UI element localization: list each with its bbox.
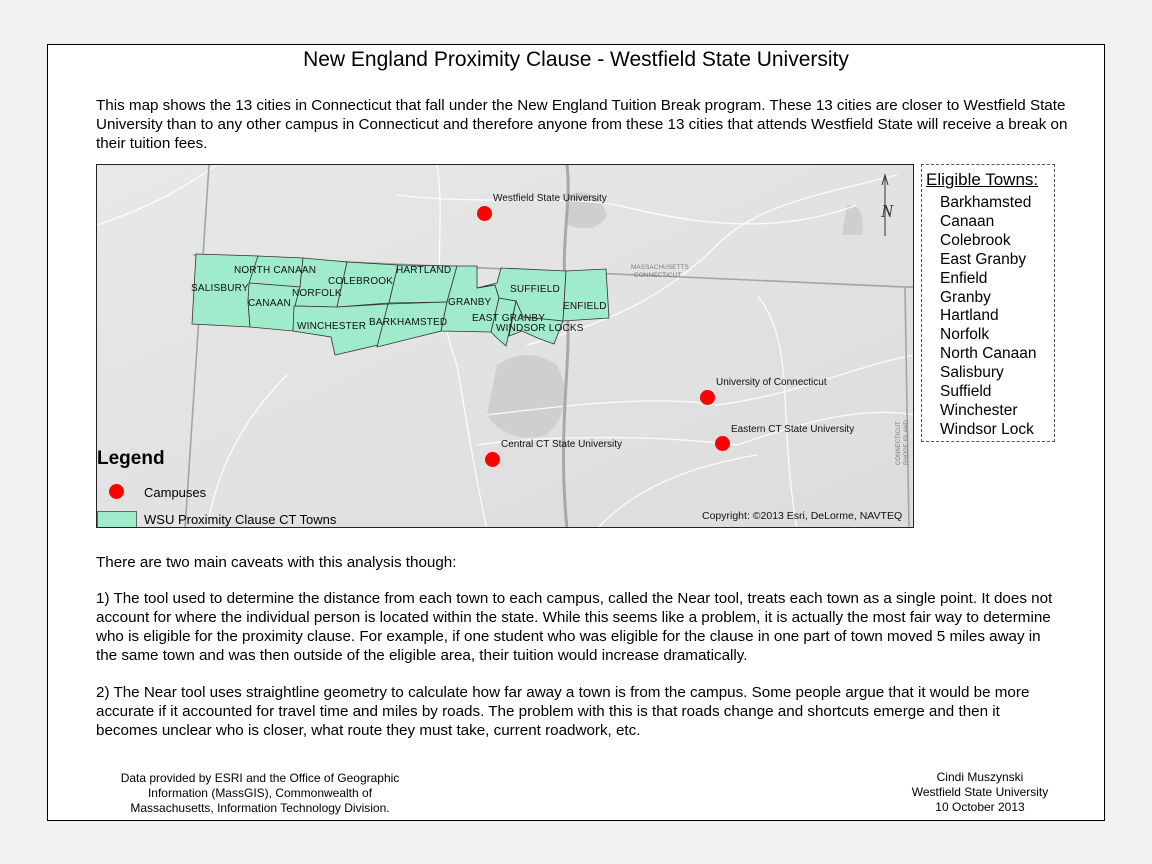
campus-label: Central CT State University [501, 439, 622, 450]
legend-campus-label: Campuses [144, 485, 207, 500]
eligible-town: Granby [940, 288, 991, 306]
town-label: WINCHESTER [297, 321, 367, 332]
eligible-town: East Granby [940, 250, 1027, 268]
eligible-town: Canaan [940, 212, 995, 230]
town-label: NORTH CANAAN [234, 265, 317, 276]
eligible-towns-title: Eligible Towns: [926, 170, 1039, 189]
campus-marker[interactable] [715, 436, 730, 451]
legend-campus-swatch [109, 484, 124, 499]
caveats-intro: There are two main caveats with this analysis though: [96, 554, 457, 571]
caveat-2: 2) The Near tool uses straightline geometry to calculate how far away a town is from the campus. Some people argue that it would be more accurate if it accounted for travel time and miles by roads. The problem with this is that roads change and shortcuts emerge and then it becomes unclear who is closer, what route they must take, current roadwork, etc. [96, 684, 1030, 739]
campus-marker[interactable] [485, 452, 500, 467]
legend-town-swatch [97, 511, 137, 528]
intro-text: This map shows the 13 cities in Connecticut that fall under the New England Tuition Break program. These 13 cities are closer to Westfield State University than to any other campus in Connecticut and therefore anyone from these 13 cities that attends Westfield State will receive a break on their tuition fees. [96, 97, 1068, 152]
eligible-town: Colebrook [940, 231, 1011, 249]
page-title: New England Proximity Clause - Westfield State University [303, 48, 849, 71]
town-label: WINDSOR LOCKS [496, 323, 584, 334]
state-label-ct: CONNECTICUT [634, 272, 682, 279]
campus-marker[interactable] [477, 206, 492, 221]
legend-title: Legend [97, 448, 165, 469]
eligible-town: Suffield [940, 383, 992, 401]
eligible-town: North Canaan [940, 345, 1037, 363]
town-label: BARKHAMSTED [369, 317, 448, 328]
eligible-town: Winchester [940, 401, 1018, 419]
campus-label: Eastern CT State University [731, 424, 855, 435]
eligible-town: Windsor Lock [940, 420, 1034, 438]
eligible-town: Enfield [940, 269, 988, 287]
eligible-town: Salisbury [940, 364, 1004, 382]
town-label: SUFFIELD [510, 284, 560, 295]
town-label: COLEBROOK [328, 276, 394, 287]
town-label: ENFIELD [563, 301, 607, 312]
town-label: EAST GRANBY [472, 313, 546, 324]
campus-label: University of Connecticut [716, 377, 827, 388]
caveat-1: 1) The tool used to determine the distance from each town to each campus, called the Near tool, treats each town as a single point. It does not account for where the individual person is located within the state. While this seems like a problem, it is actually the most fair way to determine who is eligible for the proximity clause. For example, if one student who was eligible for the clause in one part of town moved 5 miles away in the same town and was then outside of the eligible area, their tuition would increase dramatically. [96, 590, 1053, 664]
svg-text:N: N [881, 201, 894, 221]
copyright-text: Copyright: ©2013 Esri, DeLorme, NAVTEQ [702, 510, 903, 522]
author-block: Cindi Muszynski Westfield State University 10 October 2013 [911, 770, 1049, 814]
eligible-town: Hartland [940, 307, 999, 325]
state-label-ct-east: CONNECTICUT [896, 421, 902, 465]
town-label: CANAAN [248, 298, 291, 309]
campus-label: Westfield State University [493, 193, 607, 204]
eligible-town: Norfolk [940, 326, 990, 344]
town-label: NORFOLK [292, 288, 342, 299]
basemap [97, 165, 914, 528]
map-frame[interactable] [96, 164, 914, 528]
state-label-ri: RHODE ISLAND [904, 419, 910, 465]
state-label-ma: MASSACHUSETTS [631, 264, 689, 271]
legend-town-label: WSU Proximity Clause CT Towns [144, 512, 337, 527]
town-enfield [563, 269, 609, 321]
town-label: SALISBURY [191, 283, 249, 294]
eligible-towns-box [921, 164, 1055, 442]
eligible-town: Barkhamsted [940, 194, 1032, 211]
town-label: HARTLAND [396, 265, 452, 276]
campus-marker[interactable] [700, 390, 715, 405]
data-source: Data provided by ESRI and the Office of Geographic Information (MassGIS), Commonwealth of Massachusetts, Information Technology Division. [120, 771, 400, 815]
town-label: GRANBY [448, 297, 492, 308]
